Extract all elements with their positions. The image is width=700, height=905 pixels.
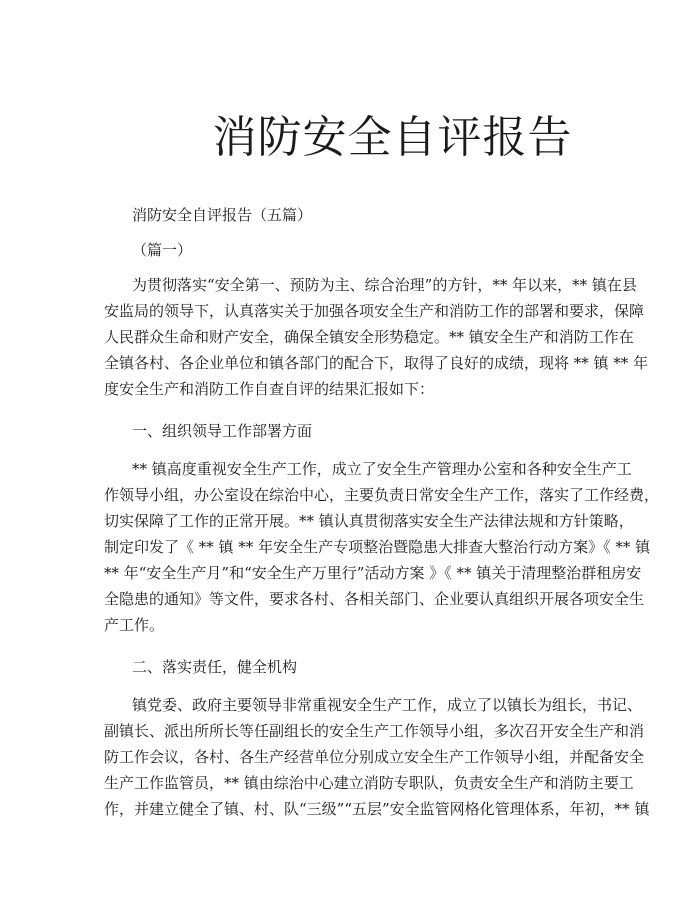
paragraph-line: 安监局的领导下，认真落实关于加强各项安全生产和消防工作的部署和要求，保障 [104, 302, 645, 320]
paragraph-line: 防工作会议，各村、各生产经营单位分别成立安全生产工作领导小组，并配备安全 [104, 748, 645, 766]
section-heading: 一、组织领导工作部署方面 [132, 422, 313, 440]
section-heading: 二、落实责任，健全机构 [132, 658, 298, 676]
paragraph-line: 制定印发了《 ** 镇 ** 年安全生产专项整治暨隐患大排查大整治行动方案》《 ** 镇 [104, 538, 651, 556]
paragraph-line: ** 年“安全生产月”和“安全生产万里行”活动方案 》《 ** 镇关于清理整治群租房安 [104, 564, 642, 582]
paragraph-line: ** 镇高度重视安全生产工作，成立了安全生产管理办公室和各种安全生产工 [132, 460, 632, 478]
paragraph-line: 人民群众生命和财产安全，确保全镇安全形势稳定。** 镇安全生产和消防工作在 [104, 328, 634, 346]
paragraph-line: 全镇各村、各企业单位和镇各部门的配合下，取得了良好的成绩，现将 ** 镇 ** 年 [104, 354, 649, 372]
paragraph-line: 为贯彻落实“安全第一、预防为主、综合治理”的方针，** 年以来，** 镇在县 [132, 276, 637, 294]
paragraph-line: 镇党委、政府主要领导非常重视安全生产工作，成立了以镇长为组长，书记、 [132, 696, 643, 714]
document-subtitle: 消防安全自评报告（五篇） [132, 206, 313, 224]
paragraph-line: 产工作。 [104, 616, 165, 634]
paragraph-line: 作领导小组，办公室设在综治中心，主要负责日常安全生产工作，落实了工作经费， [104, 486, 660, 504]
document-title: 消防安全自评报告 [212, 112, 573, 163]
paragraph-line: 切实保障了工作的正常开展。** 镇认真贯彻落实安全生产法律法规和方针策略， [104, 512, 634, 530]
section-label: （篇一） [132, 241, 193, 259]
paragraph-line: 度安全生产和消防工作自查自评的结果汇报如下： [104, 380, 435, 398]
paragraph-line: 作，并建立健全了镇、村、队“三级”“五层”安全监管网格化管理体系，年初，** 镇 [104, 800, 650, 818]
paragraph-line: 副镇长、派出所所长等任副组长的安全生产工作领导小组，多次召开安全生产和消 [104, 722, 645, 740]
paragraph-line: 全隐患的通知》等文件，要求各村、各相关部门、企业要认真组织开展各项安全生 [104, 590, 645, 608]
paragraph-line: 生产工作监管员，** 镇由综治中心建立消防专职队，负责安全生产和消防主要工 [104, 774, 634, 792]
